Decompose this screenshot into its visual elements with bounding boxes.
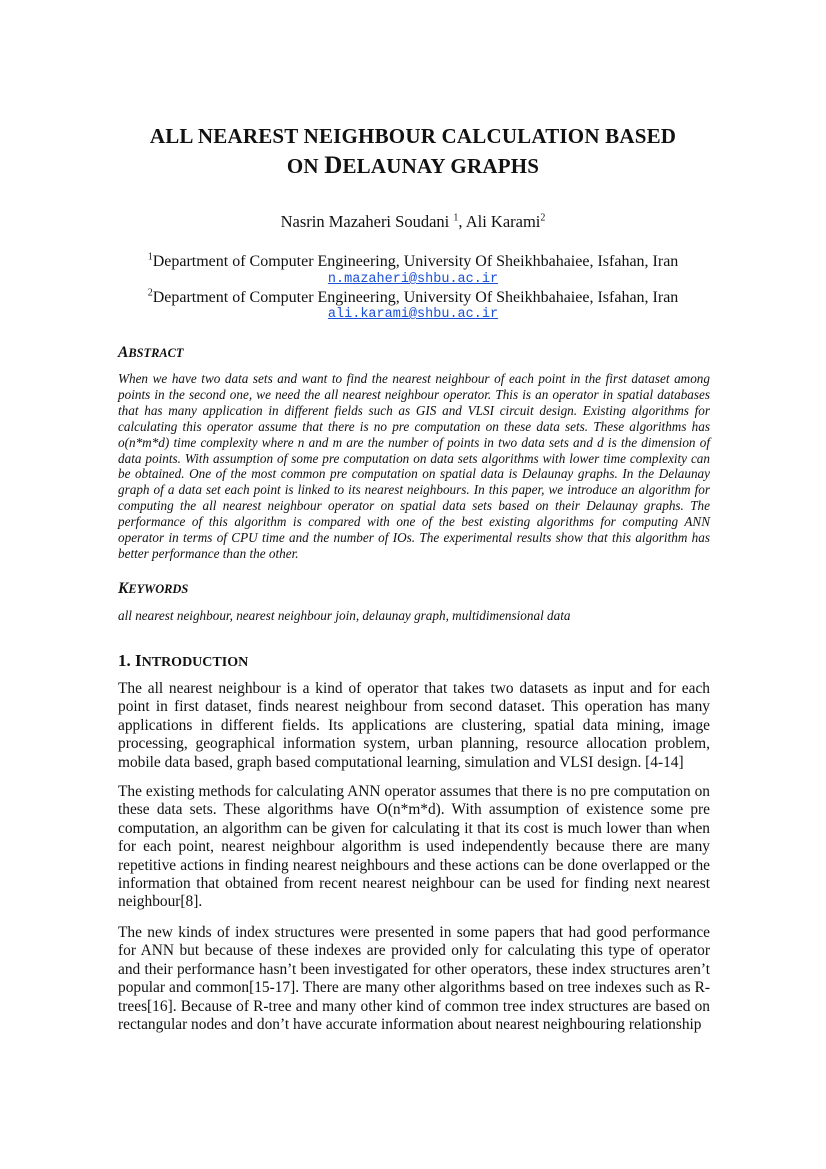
affiliation-1-text: Department of Computer Engineering, University Of Sheikhbahaiee, Isfahan, Iran <box>152 253 679 270</box>
author-2-sup: 2 <box>540 212 546 224</box>
affiliation-2 <box>0 289 826 307</box>
email-2-link[interactable]: ali.karami@shbu.ac.ir <box>327 307 499 322</box>
email-1-link[interactable]: n.mazaheri@shbu.ac.ir <box>327 272 499 287</box>
keywords-text: all nearest neighbour, nearest neighbour join, delaunay graph, multidimensional data <box>118 608 571 623</box>
affiliation-2-sup: 2 <box>147 287 153 299</box>
keywords-heading-initial: K <box>118 580 129 597</box>
author-list <box>0 212 826 232</box>
intro-paragraph-3: The new kinds of index structures were presented in some papers that had good performance for ANN but because of these indexes are provided only for calculating this type of operator and their performance hasn’t been investigated for other operators, these index structures aren’t popular and common[15-17]. There are many other algorithms based on tree indexes such as R-trees[16]. Because of R-tree and many other kind of common tree index structures are based on rectangular nodes and don’t have accurate information about nearest neighbouring relationship <box>118 924 710 1034</box>
title-line-1: ALL NEAREST NEIGHBOUR CALCULATION BASED <box>149 124 677 148</box>
keywords-heading-rest: EYWORDS <box>128 582 189 596</box>
abstract-heading-initial: A <box>118 344 129 361</box>
abstract-heading-rest: BSTRACT <box>128 346 184 360</box>
affiliation-1 <box>0 253 826 271</box>
abstract-heading <box>118 344 183 362</box>
paper-title <box>0 122 826 181</box>
author-1: Nasrin Mazaheri Soudani <box>280 212 454 231</box>
author-2: , Ali Karami <box>458 212 541 231</box>
author-1-sup: 1 <box>453 212 459 224</box>
introduction-heading-initial: 1. I <box>118 651 142 670</box>
intro-paragraph-1: The all nearest neighbour is a kind of operator that takes two datasets as input and for each point in first dataset, finds nearest neighbour from second dataset. This operation has many applications in different fields. Its applications are clustering, spatial data mining, image processing, geographical information system, urban planning, resource allocation problem, mobile data based, graph based computational learning, simulation and VLSI design. [4-14] <box>118 680 710 771</box>
title-line-2-on: ON <box>286 154 325 178</box>
introduction-heading <box>118 651 248 671</box>
affiliation-2-text: Department of Computer Engineering, University Of Sheikhbahaiee, Isfahan, Iran <box>152 289 679 306</box>
keywords-heading <box>118 580 188 598</box>
title-line-2 <box>0 151 826 181</box>
abstract-text: When we have two data sets and want to find the nearest neighbour of each point in the first dataset among points in the second one, we need the all nearest neighbour operator. This is an operator in spatial databases that has many application in different fields such as GIS and VLSI circuit design. Existing algorithms for calculating this operator assume that there is no pre computation on these data sets. These algorithms has o(n*m*d) time complexity where n and m are the number of points in two data sets and d is the dimension of data points. With assumption of some pre computation on data sets algorithms with lower time complexity can be obtained. One of the most common pre computation on spatial data is Delaunay graphs. In the Delaunay graph of a data set each point is linked to its nearest neighbours. In this paper, we introduce an algorithm for computing the all nearest neighbour operator on spatial data sets based on their Delaunay graphs. The performance of this algorithm is compared with one of the best existing algorithms for computing ANN operator in terms of CPU time and the number of IOs. The experimental results show that this algorithm has better performance than the other. <box>118 371 710 561</box>
affiliation-1-sup: 1 <box>147 251 153 263</box>
introduction-heading-rest: NTRODUCTION <box>141 655 249 670</box>
title-line-2-initial: D <box>324 152 343 179</box>
intro-paragraph-2: The existing methods for calculating ANN operator assumes that there is no pre computation on these data sets. These algorithms have O(n*m*d). With assumption of existence some pre computation, an algorithm can be given for calculating it that its cost is much lower than when for each point, nearest neighbour algorithm is used independently because there are many repetitive actions in finding nearest neighbours and these actions can be done overlapped or the information that obtained from recent nearest neighbour can be used for finding next nearest neighbour[8]. <box>118 783 710 911</box>
title-line-2-rest: ELAUNAY GRAPHS <box>342 154 540 178</box>
